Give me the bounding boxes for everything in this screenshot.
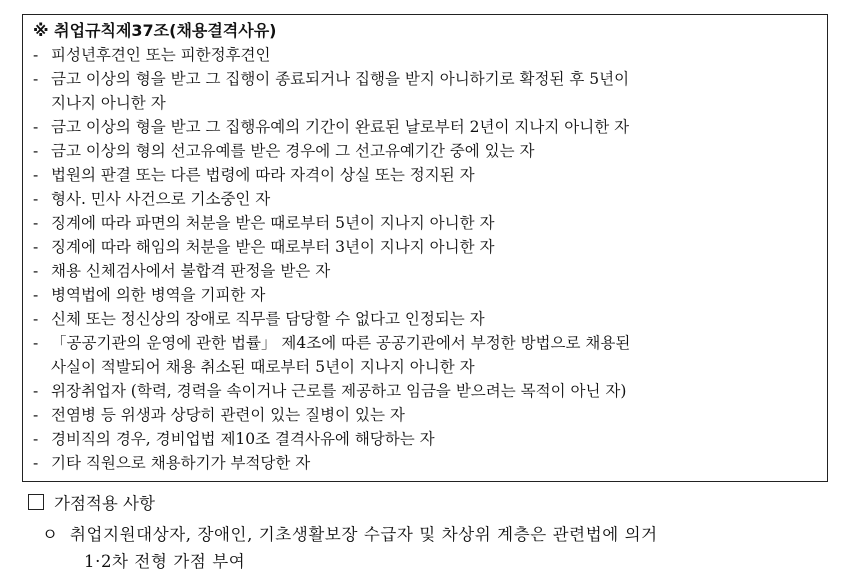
rule-text-continued: 사실이 적발되어 채용 취소된 때로부터 5년이 지나지 아니한 자	[51, 358, 475, 376]
dash-marker: -	[33, 70, 39, 88]
rule-item	[33, 187, 819, 211]
rule-list	[33, 43, 819, 475]
rule-item	[33, 139, 819, 163]
rule-item	[33, 259, 819, 283]
dash-marker: -	[33, 406, 39, 424]
dash-marker: -	[33, 190, 39, 208]
section-title: 가점적용 사항	[54, 494, 155, 513]
rule-text: 징계에 따라 해임의 처분을 받은 때로부터 3년이 지나지 아니한 자	[51, 238, 495, 256]
circle-bullet: ㅇ	[42, 525, 59, 544]
rule-item	[33, 403, 819, 427]
rule-item	[33, 379, 819, 403]
rule-item	[33, 451, 819, 475]
rule-text: 금고 이상의 형을 받고 그 집행이 종료되거나 집행을 받지 아니하기로 확정된 후 5년이	[51, 70, 630, 88]
dash-marker: -	[33, 286, 39, 304]
dash-marker: -	[33, 454, 39, 472]
rule-text: 법원의 판결 또는 다른 법령에 따라 자격이 상실 또는 정지된 자	[51, 166, 475, 184]
rule-text: 형사. 민사 사건으로 기소중인 자	[51, 190, 271, 208]
rule-item	[33, 331, 819, 379]
rule-text: 병역법에 의한 병역을 기피한 자	[51, 286, 266, 304]
rule-text: 기타 직원으로 채용하기가 부적당한 자	[51, 454, 311, 472]
rule-item	[33, 235, 819, 259]
rule-item	[33, 307, 819, 331]
section-line-1: 취업지원대상자, 장애인, 기초생활보장 수급자 및 차상위 계층은 관련법에 의거	[70, 525, 658, 544]
rule-text: 채용 신체검사에서 불합격 판정을 받은 자	[51, 262, 331, 280]
rule-text: 전염병 등 위생과 상당히 관련이 있는 질병이 있는 자	[51, 406, 405, 424]
dash-marker: -	[33, 166, 39, 184]
rule-text: 징계에 따라 파면의 처분을 받은 때로부터 5년이 지나지 아니한 자	[51, 214, 495, 232]
rule-item	[33, 427, 819, 451]
dash-marker: -	[33, 46, 39, 64]
dash-marker: -	[33, 142, 39, 160]
rule-text: 피성년후견인 또는 피한정후견인	[51, 46, 271, 64]
dash-marker: -	[33, 310, 39, 328]
rule-item	[33, 211, 819, 235]
dash-marker: -	[33, 118, 39, 136]
disqualification-box	[22, 14, 828, 482]
rule-item	[33, 43, 819, 67]
rule-text: 위장취업자 (학력, 경력을 속이거나 근로를 제공하고 임금을 받으려는 목적이 아닌 자)	[51, 382, 627, 400]
rule-item	[33, 115, 819, 139]
section-body	[42, 521, 658, 575]
section-line-2: 1·2차 전형 가점 부여	[84, 552, 246, 571]
section-heading	[28, 492, 155, 516]
rule-item	[33, 163, 819, 187]
rule-text: 금고 이상의 형의 선고유예를 받은 경우에 그 선고유예기간 중에 있는 자	[51, 142, 535, 160]
box-title: ※ 취업규칙제37조(채용결격사유)	[33, 21, 277, 40]
dash-marker: -	[33, 262, 39, 280]
rule-text-continued: 지나지 아니한 자	[51, 94, 166, 112]
square-bullet-icon	[28, 494, 44, 510]
rule-text: 신체 또는 정신상의 장애로 직무를 담당할 수 없다고 인정되는 자	[51, 310, 485, 328]
rule-item	[33, 283, 819, 307]
dash-marker: -	[33, 214, 39, 232]
rule-text: 금고 이상의 형을 받고 그 집행유예의 기간이 완료된 날로부터 2년이 지나지 아니한 자	[51, 118, 630, 136]
rule-text: 「공공기관의 운영에 관한 법률」 제4조에 따른 공공기관에서 부정한 방법으로 채용된	[51, 334, 631, 352]
rule-text: 경비직의 경우, 경비업법 제10조 결격사유에 해당하는 자	[51, 430, 435, 448]
rule-item	[33, 67, 819, 115]
dash-marker: -	[33, 430, 39, 448]
dash-marker: -	[33, 382, 39, 400]
dash-marker: -	[33, 238, 39, 256]
dash-marker: -	[33, 334, 39, 352]
